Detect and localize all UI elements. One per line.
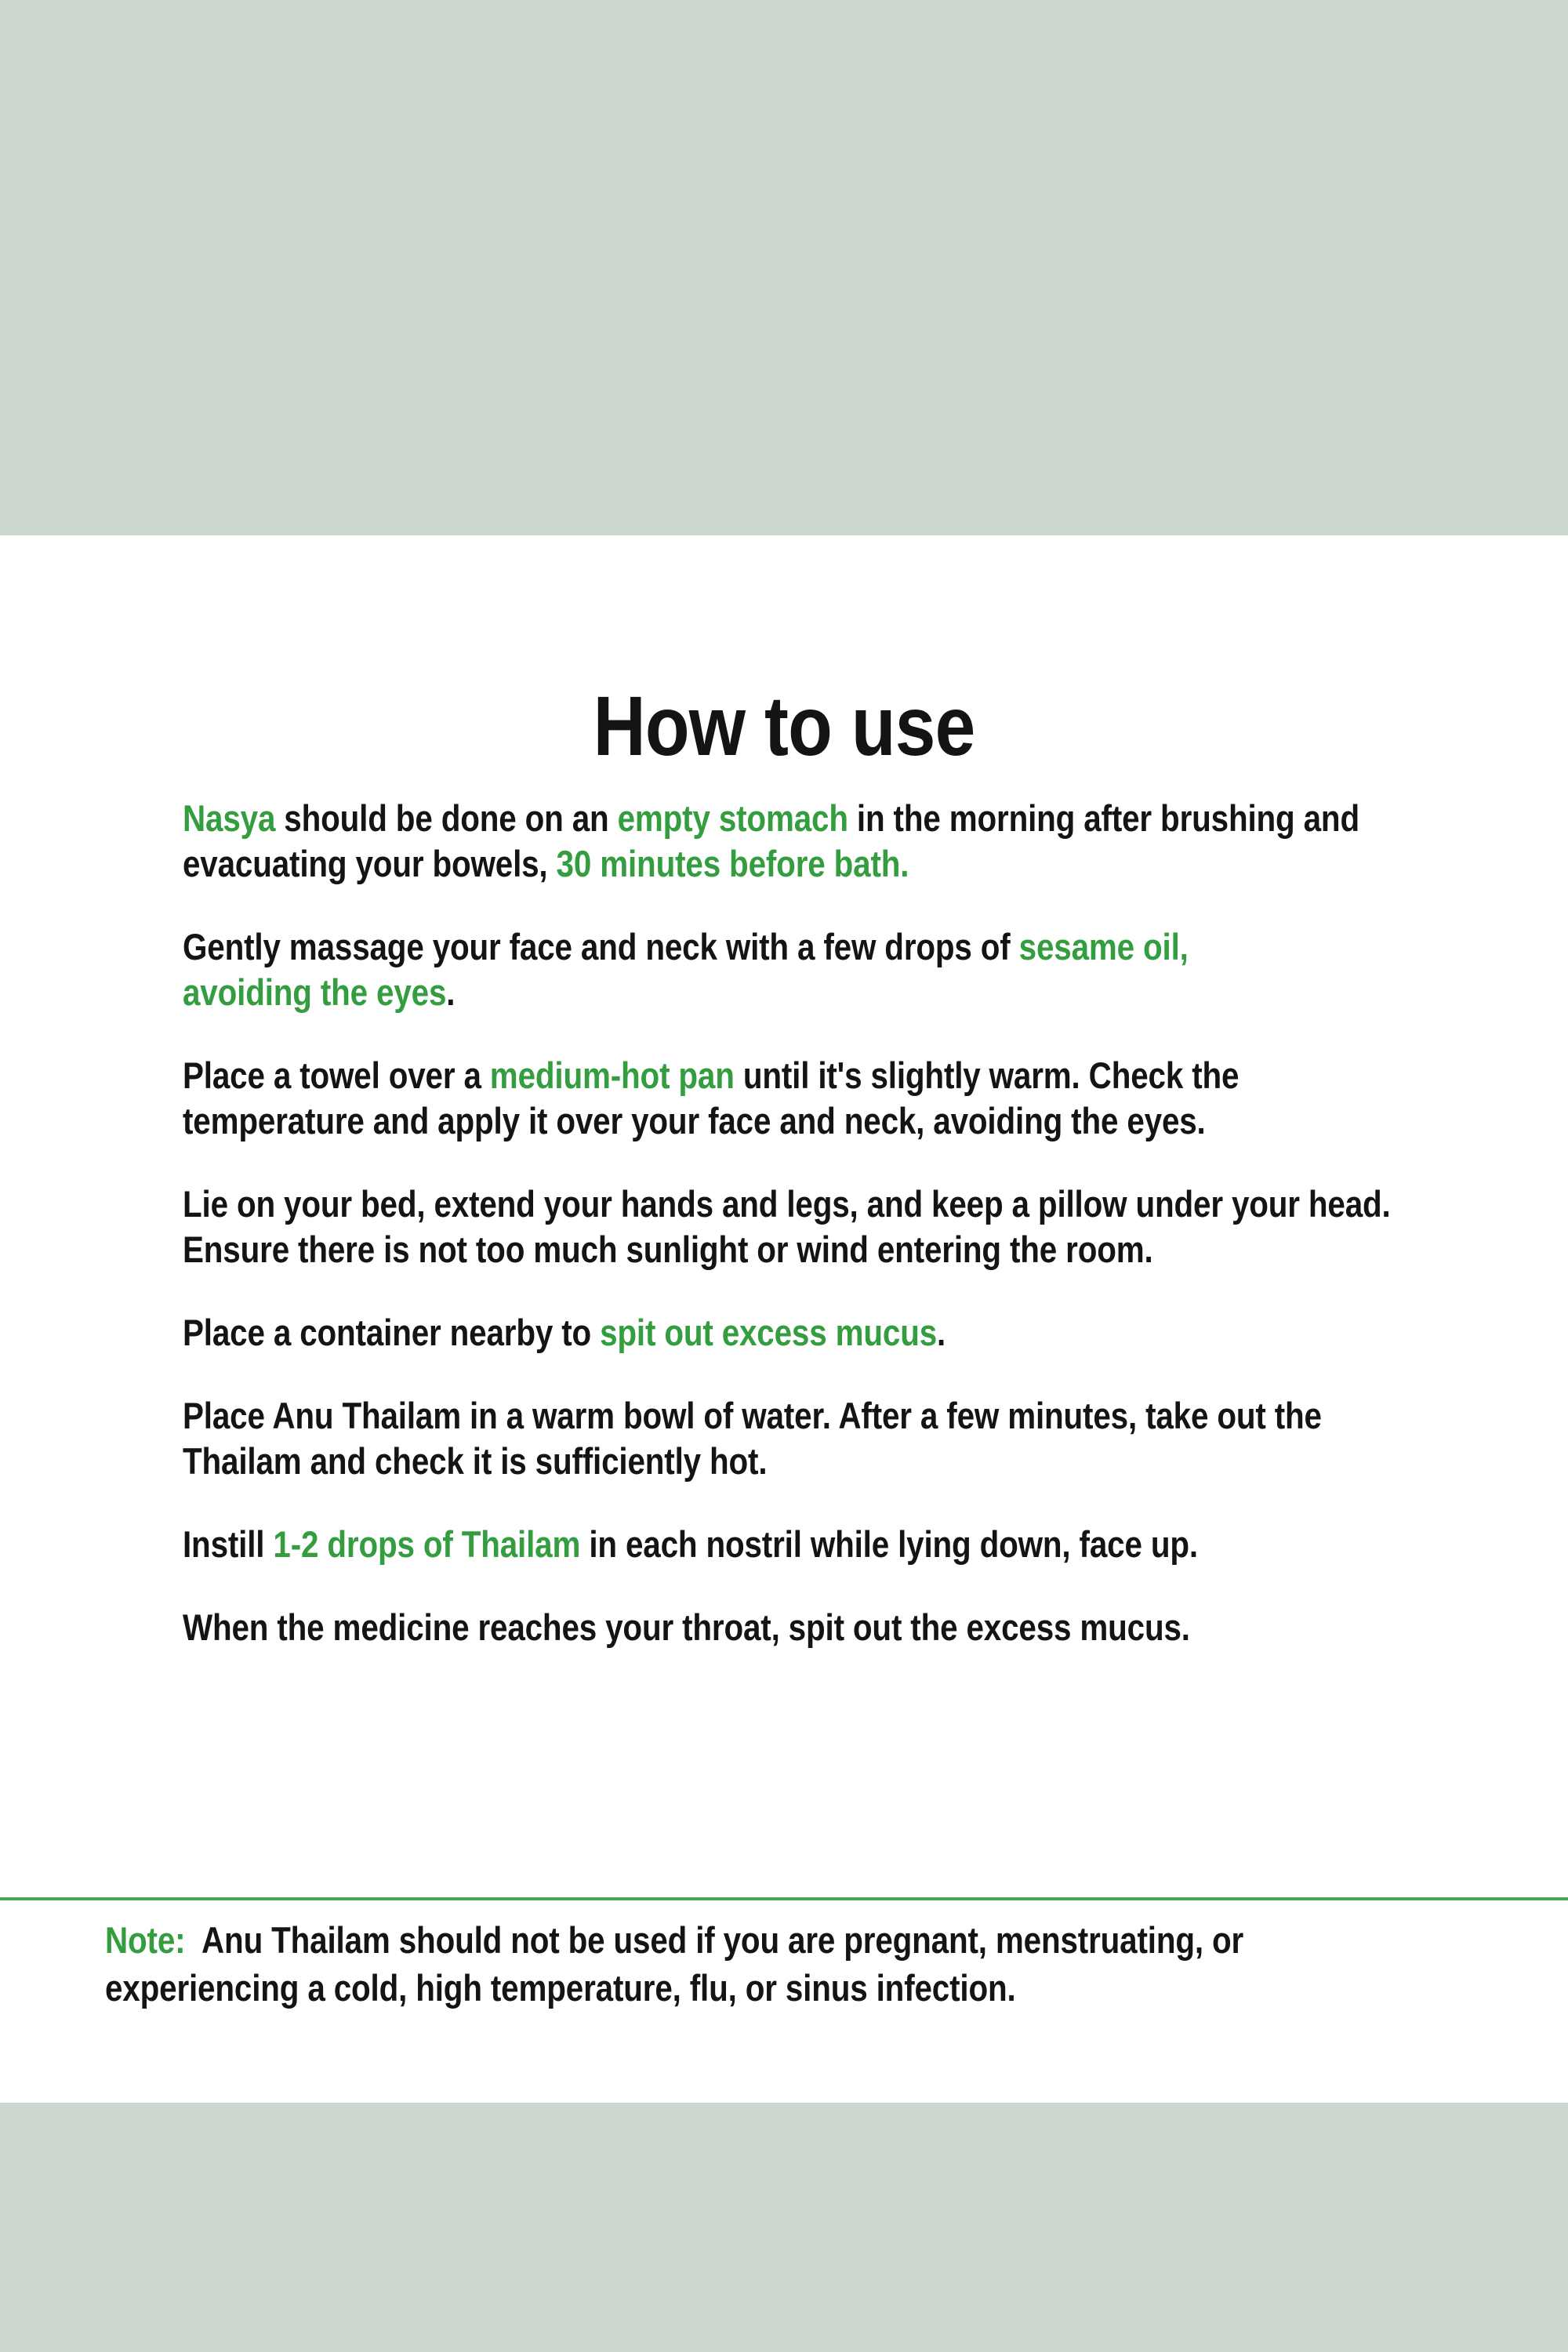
body-text-run: Place Anu Thailam in a warm bowl of water. After a few minutes, take out the Thailam and check it is sufficiently hot. xyxy=(183,1395,1322,1482)
body-text-run: in each nostril while lying down, face up. xyxy=(580,1523,1198,1565)
instruction-paragraph xyxy=(183,1522,1568,1567)
body-text-run: Lie on your bed, extend your hands and legs, and keep a pillow under your head. Ensure there is not too much sunlight or wind entering the room. xyxy=(183,1183,1391,1270)
instructions-list xyxy=(183,796,1568,1688)
highlighted-text-run: empty stomach xyxy=(617,797,848,839)
instruction-paragraph xyxy=(183,796,1568,887)
highlighted-text-run: sesame oil, avoiding the eyes xyxy=(183,926,1189,1013)
highlighted-text-run: medium-hot pan xyxy=(489,1054,735,1096)
body-text-run: should be done on an xyxy=(275,797,618,839)
instruction-paragraph xyxy=(183,1605,1568,1650)
body-text-run: Instill xyxy=(183,1523,274,1565)
body-text-run: Place a container nearby to xyxy=(183,1312,601,1353)
instruction-paragraph xyxy=(183,924,1568,1015)
page-title: How to use xyxy=(593,678,975,774)
highlighted-text-run: spit out excess mucus xyxy=(600,1312,938,1353)
bottom-color-band xyxy=(0,2103,1568,2352)
instruction-paragraph xyxy=(183,1053,1568,1144)
top-color-band xyxy=(0,0,1568,535)
highlighted-text-run: 30 minutes before bath. xyxy=(556,843,909,884)
note-text xyxy=(105,1916,1521,2012)
body-text-run: Anu Thailam should not be used if you are pregnant, menstruating, or experiencing a cold, high temperature, flu, or sinus infection. xyxy=(105,1919,1244,2009)
highlighted-text-run: Nasya xyxy=(183,797,276,839)
highlighted-text-run: 1-2 drops of Thailam xyxy=(273,1523,581,1565)
note-divider xyxy=(0,1897,1568,1900)
body-text-run: until it's slightly warm. Check the temperature and apply it over your face and neck, avoiding the eyes. xyxy=(183,1054,1240,1142)
body-text-run: Place a towel over a xyxy=(183,1054,490,1096)
body-text-run: . xyxy=(446,971,456,1013)
body-text-run: Gently massage your face and neck with a few drops of xyxy=(183,926,1019,967)
instruction-paragraph xyxy=(183,1181,1568,1272)
body-text-run: . xyxy=(937,1312,946,1353)
instruction-paragraph xyxy=(183,1393,1568,1484)
instruction-paragraph xyxy=(183,1310,1568,1356)
body-text-run: When the medicine reaches your throat, spit out the excess mucus. xyxy=(183,1606,1190,1648)
body-text-run: in the morning after brushing and evacuating your bowels, xyxy=(183,797,1359,884)
highlighted-text-run: Note: xyxy=(105,1919,186,1961)
